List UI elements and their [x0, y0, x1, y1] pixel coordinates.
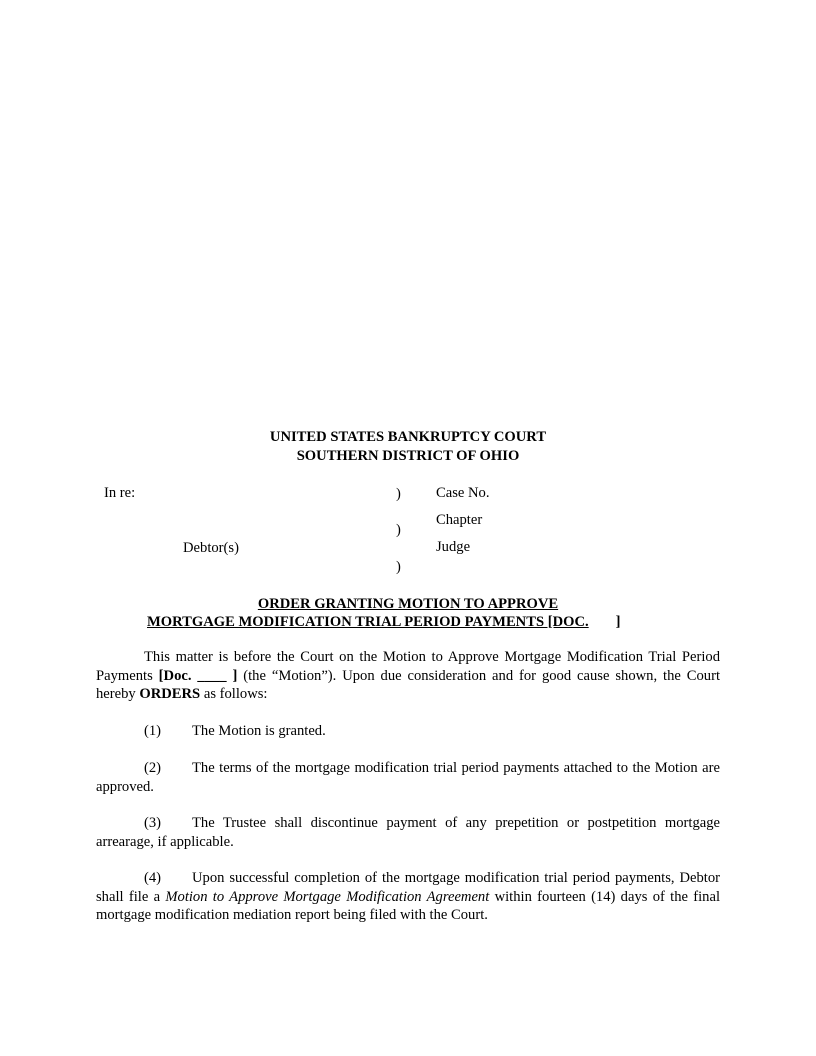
- order-item-3: (3) The Trustee shall discontinue payment of any prepetition or postpetition mortgage arrearage, if applicable.: [96, 815, 720, 850]
- orders-keyword: ORDERS: [139, 686, 201, 702]
- caption-paren-3: ): [396, 559, 401, 575]
- order-item-2: (2) The terms of the mortgage modification trial period payments attached to the Motion are approved.: [96, 760, 720, 795]
- court-district: SOUTHERN DISTRICT OF OHIO: [296, 448, 520, 464]
- order-item-1: (1) The Motion is granted.: [144, 723, 326, 739]
- order-title-line1: ORDER GRANTING MOTION TO APPROVE: [257, 596, 559, 612]
- intro-paragraph: This matter is before the Court on the Motion to Approve Mortgage Modification Trial Period Payments [Doc. ____ ] (the “Motion”). Upon due consideration and for good cause shown, the Court hereby ORDERS as follows:: [96, 649, 721, 702]
- caption-paren-1: ): [396, 486, 401, 502]
- order-title-line2: MORTGAGE MODIFICATION TRIAL PERIOD PAYMENTS [DOC. ]: [147, 614, 621, 630]
- doc-reference: [Doc. ____ ]: [158, 667, 238, 684]
- chapter-label: Chapter: [436, 512, 483, 528]
- court-name: UNITED STATES BANKRUPTCY COURT: [269, 429, 547, 445]
- caption-paren-2: ): [396, 522, 401, 538]
- motion-title-italic: Motion to Approve Mortgage Modification Agreement: [165, 888, 490, 905]
- in-re-label: In re:: [104, 485, 136, 501]
- case-number-label: Case No.: [436, 485, 490, 501]
- judge-label: Judge: [436, 539, 471, 555]
- order-item-4: (4) Upon successful completion of the mortgage modification trial period payments, Debtor shall file a Motion to Approve Mortgage Modification Agreement within fourteen (14) days of the final mortgage modification mediation report being filed with the Court.: [96, 870, 721, 923]
- debtor-label: Debtor(s): [183, 540, 239, 556]
